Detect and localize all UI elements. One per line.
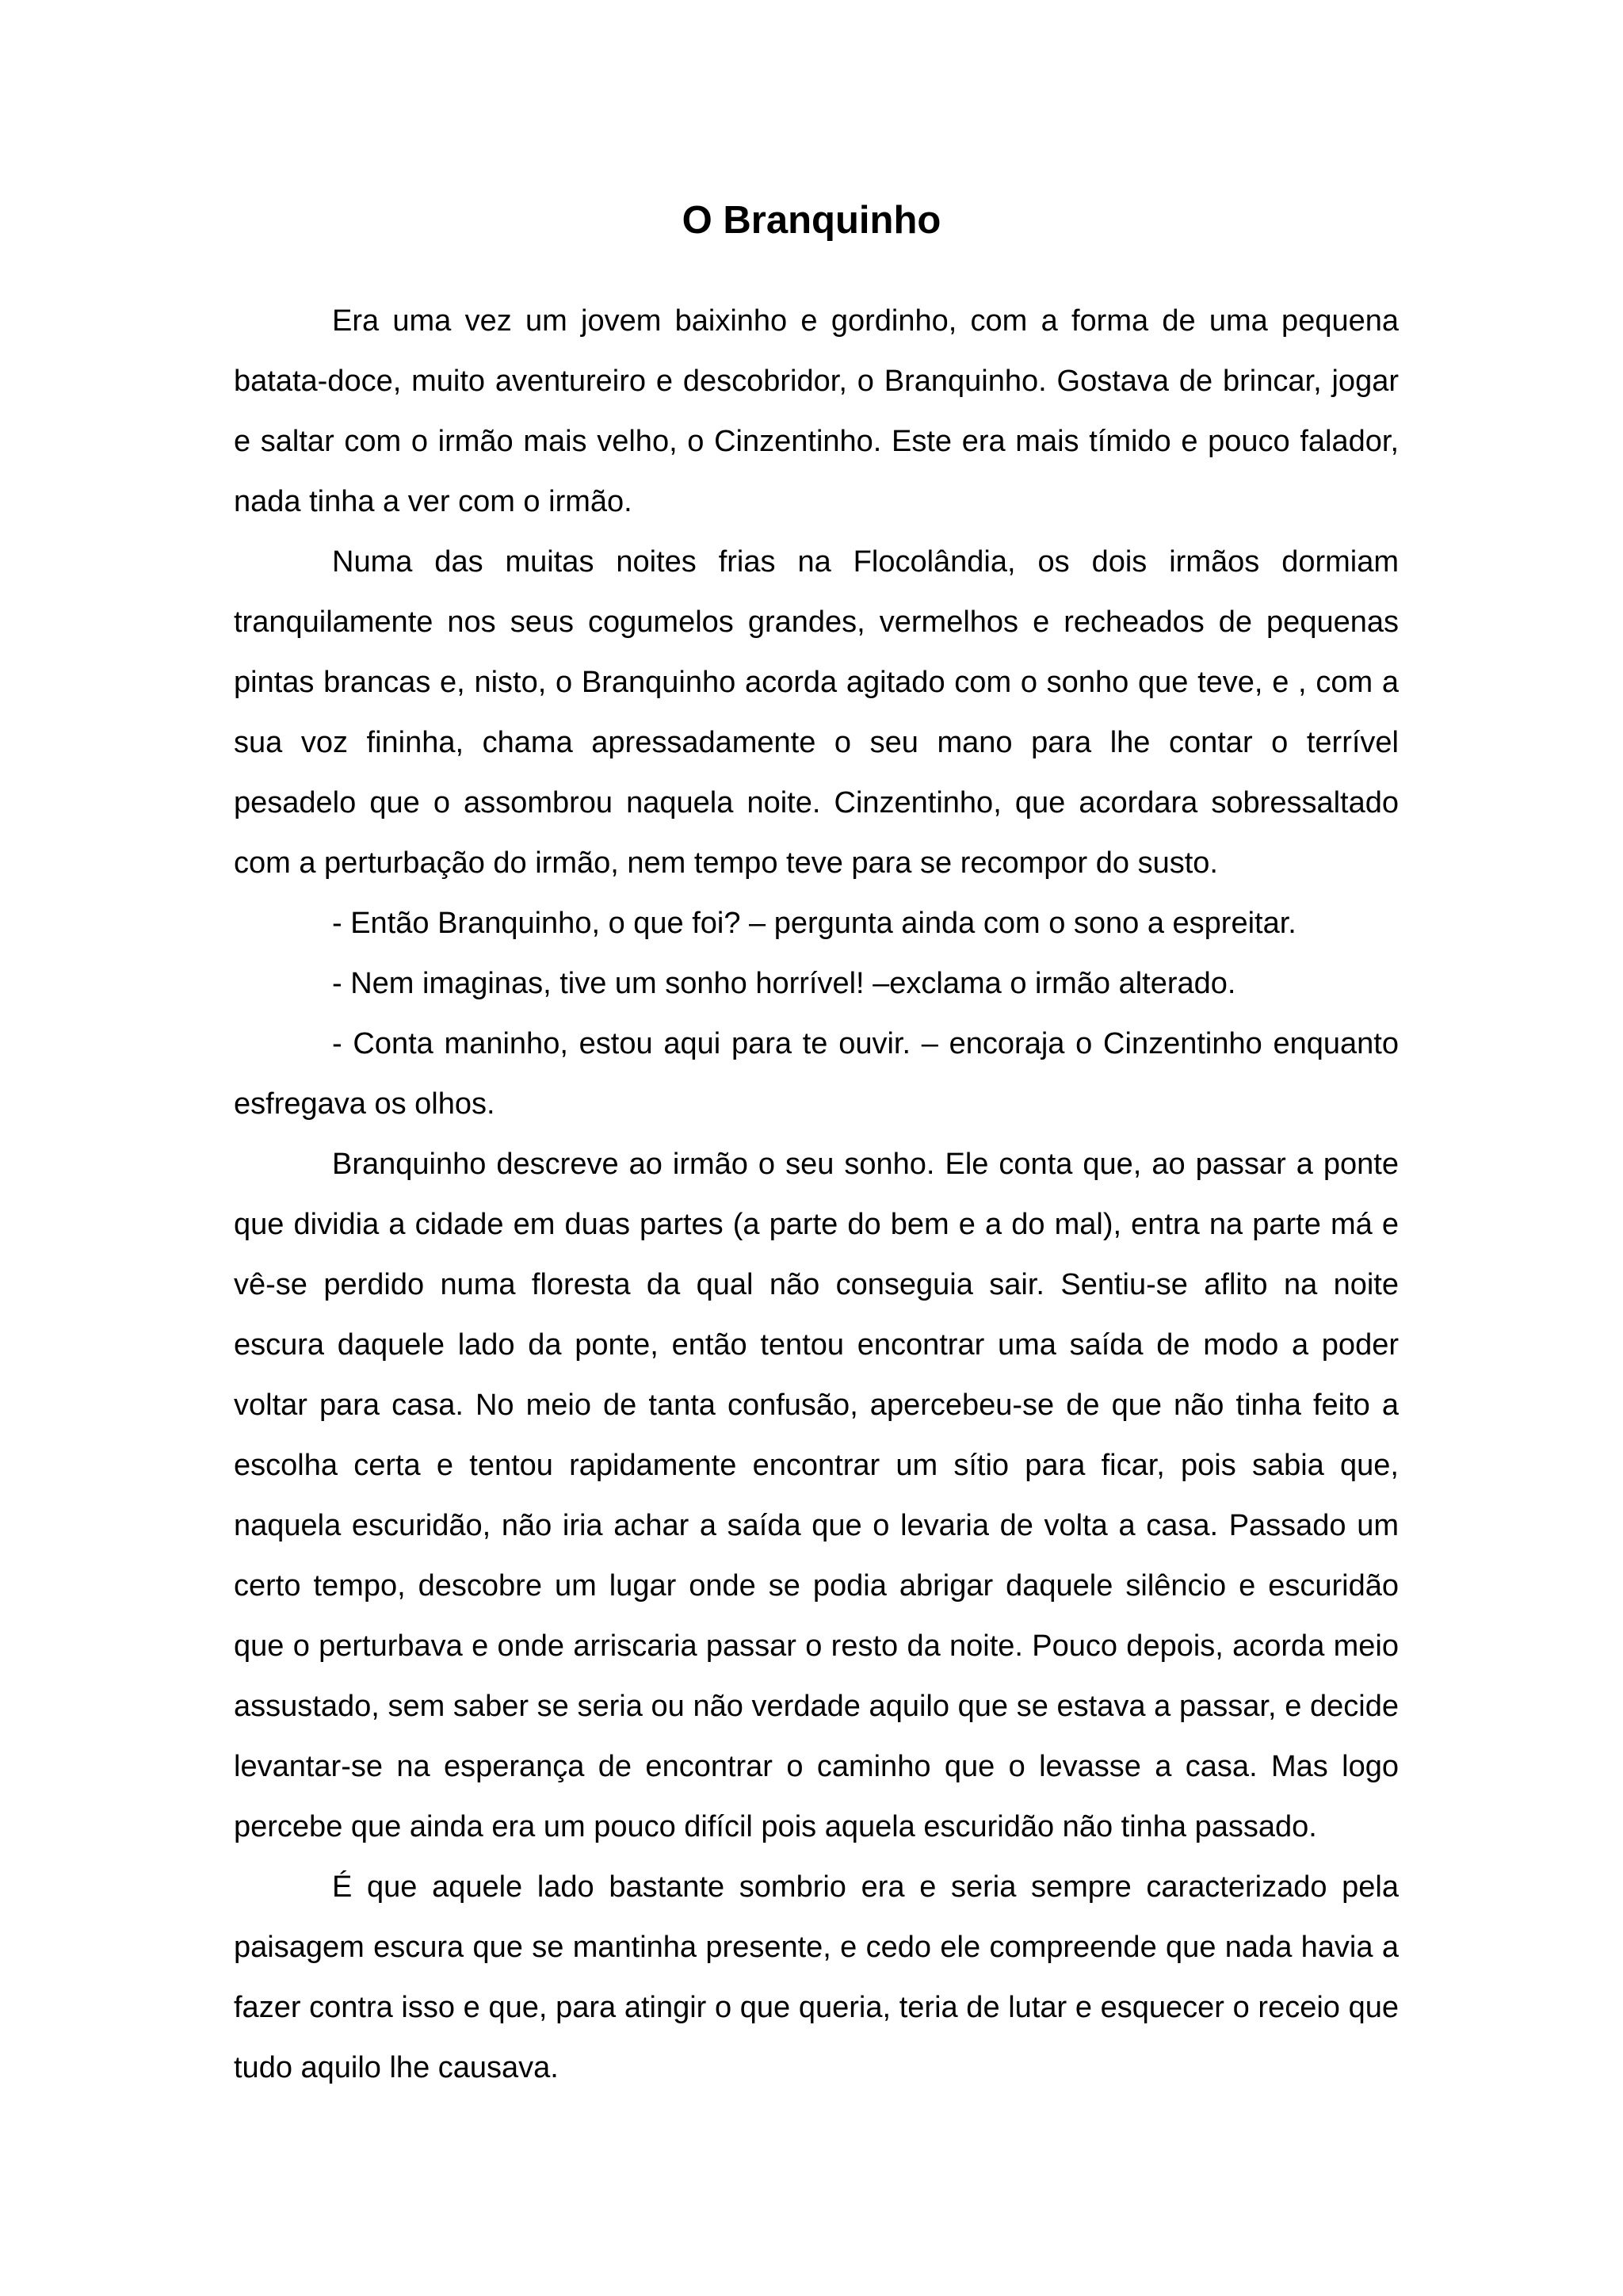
document-body xyxy=(234,291,1399,2098)
paragraph-night: Numa das muitas noites frias na Flocolândia, os dois irmãos dormiam tranquilamente nos seus cogumelos grandes, vermelhos e recheados de pequenas pintas brancas e, nisto, o Branquinho acorda agitado com o sonho que teve, e , com a sua voz fininha, chama apressadamente o seu mano para lhe contar o terrível pesadelo que o assombrou naquela noite. Cinzentinho, que acordara sobressaltado com a perturbação do irmão, nem tempo teve para se recompor do susto. xyxy=(234,545,1399,880)
paragraph-dream: Branquinho descreve ao irmão o seu sonho. Ele conta que, ao passar a ponte que dividia a cidade em duas partes (a parte do bem e a do mal), entra na parte má e vê-se perdido numa floresta da qual não conseguia sair. Sentiu-se aflito na noite escura daquele lado da ponte, então tentou encontrar uma saída de modo a poder voltar para casa. No meio de tanta confusão, apercebeu-se de que não tinha feito a escolha certa e tentou rapidamente encontrar um sítio para ficar, pois sabia que, naquela escuridão, não iria achar a saída que o levaria de volta a casa. Passado um certo tempo, descobre um lugar onde se podia abrigar daquele silêncio e escuridão que o perturbava e onde arriscaria passar o resto da noite. Pouco depois, acorda meio assustado, sem saber se seria ou não verdade aquilo que se estava a passar, e decide levantar-se na esperança de encontrar o caminho que o levasse a casa. Mas logo percebe que ainda era um pouco difícil pois aquela escuridão não tinha passado. xyxy=(234,1148,1399,1843)
dialogue-line-2: - Nem imaginas, tive um sonho horrível! –exclama o irmão alterado. xyxy=(332,967,1236,1000)
document-title: O Branquinho xyxy=(682,199,941,242)
paragraph-closing: É que aquele lado bastante sombrio era e seria sempre caracterizado pela paisagem escura que se mantinha presente, e cedo ele compreende que nada havia a fazer contra isso e que, para atingir o que queria, teria de lutar e esquecer o receio que tudo aquilo lhe causava. xyxy=(234,1870,1399,2084)
dialogue-line-1: - Então Branquinho, o que foi? – pergunta ainda com o sono a espreitar. xyxy=(332,907,1296,940)
paragraph-intro: Era uma vez um jovem baixinho e gordinho, com a forma de uma pequena batata-doce, muito aventureiro e descobridor, o Branquinho. Gostava de brincar, jogar e saltar com o irmão mais velho, o Cinzentinho. Este era mais tímido e pouco falador, nada tinha a ver com o irmão. xyxy=(234,304,1399,518)
dialogue-line-3: - Conta maninho, estou aqui para te ouvir. – encoraja o Cinzentinho enquanto esfregava os olhos. xyxy=(234,1027,1399,1121)
